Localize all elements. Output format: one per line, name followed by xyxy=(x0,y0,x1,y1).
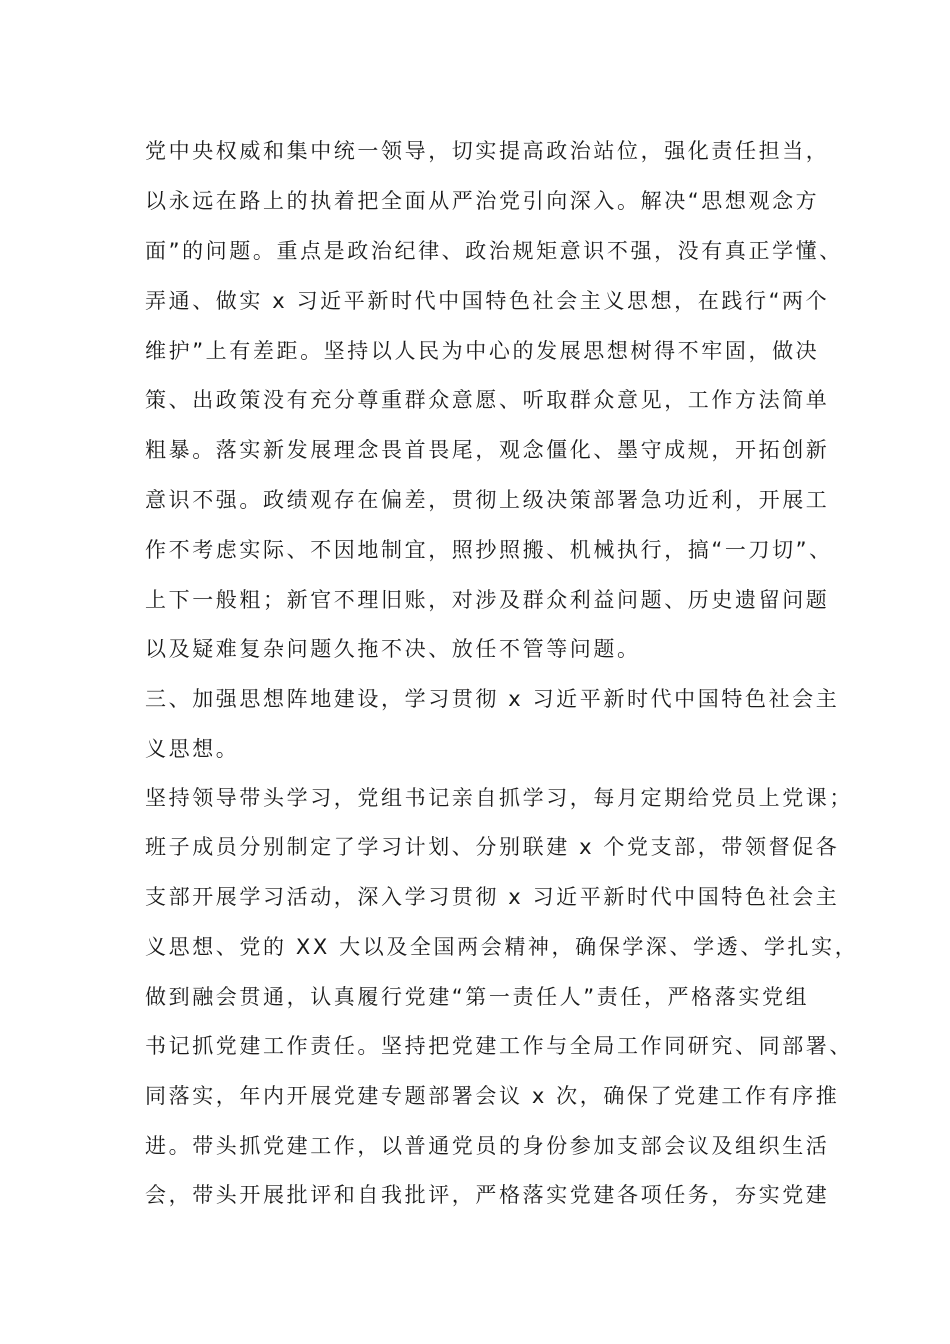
text-line-19: 书记抓党建工作责任。坚持把党建工作与全局工作同研究、同部署、 xyxy=(145,1034,853,1058)
text-line-14: 坚持领导带头学习，党组书记亲自抓学习，每月定期给党员上党课； xyxy=(145,786,853,810)
text-line-6: 策、出政策没有充分尊重群众意愿、听取群众意见，工作方法简单 xyxy=(145,388,830,412)
text-line-16: 支部开展学习活动，深入学习贯彻 x 习近平新时代中国特色社会主 xyxy=(145,885,840,909)
text-line-18: 做到融会贯通，认真履行党建“第一责任人”责任，严格落实党组 xyxy=(145,985,810,1009)
text-line-7: 粗暴。落实新发展理念畏首畏尾，观念僵化、墨守成规，开拓创新 xyxy=(145,438,830,462)
text-line-22: 会，带头开展批评和自我批评，严格落实党建各项任务，夯实党建 xyxy=(145,1183,830,1207)
text-line-15: 班子成员分别制定了学习计划、分别联建 x 个党支部，带领督促各 xyxy=(145,835,840,859)
text-line-2: 以永远在路上的执着把全面从严治党引向深入。解决“思想观念方 xyxy=(145,189,820,213)
text-line-17: 义思想、党的 XX 大以及全国两会精神，确保学深、学透、学扎实， xyxy=(145,935,859,959)
section-heading-line-1: 三、加强思想阵地建设，学习贯彻 x 习近平新时代中国特色社会主 xyxy=(145,687,840,711)
text-line-3: 面”的问题。重点是政治纪律、政治规矩意识不强，没有真正学懂、 xyxy=(145,239,843,263)
text-line-5: 维护”上有差距。坚持以人民为中心的发展思想树得不牢固，做决 xyxy=(145,339,820,363)
text-line-1: 党中央权威和集中统一领导，切实提高政治站位，强化责任担当， xyxy=(145,139,830,163)
text-line-9: 作不考虑实际、不因地制宜，照抄照搬、机械执行，搞“一刀切”、 xyxy=(145,538,833,562)
text-line-10: 上下一般粗；新官不理旧账，对涉及群众利益问题、历史遗留问题 xyxy=(145,588,830,612)
text-line-21: 进。带头抓党建工作，以普通党员的身份参加支部会议及组织生活 xyxy=(145,1134,830,1158)
text-line-11: 以及疑难复杂问题久拖不决、放任不管等问题。 xyxy=(145,637,641,661)
text-line-20: 同落实，年内开展党建专题部署会议 x 次，确保了党建工作有序推 xyxy=(145,1084,840,1108)
text-line-8: 意识不强。政绩观存在偏差，贯彻上级决策部署急功近利，开展工 xyxy=(145,488,830,512)
text-line-4: 弄通、做实 x 习近平新时代中国特色社会主义思想，在践行“两个 xyxy=(145,289,830,313)
section-heading-line-2: 义思想。 xyxy=(145,737,240,761)
